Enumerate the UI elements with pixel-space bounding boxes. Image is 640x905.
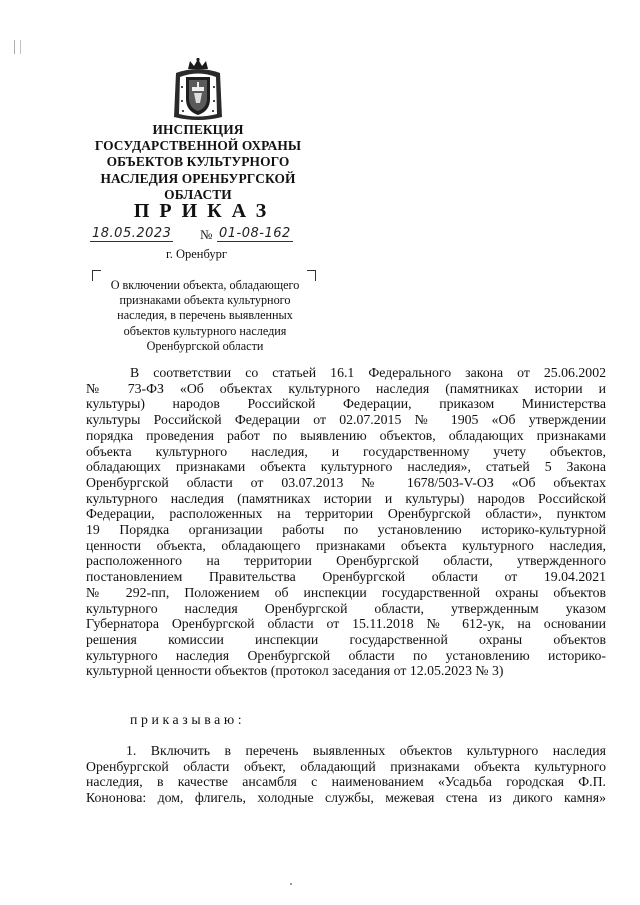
body-line: В соответствии со статьей 16.1 Федерального закона от 25.06.2002 [130, 365, 606, 380]
body-line: культуры Российской Федерации от 02.07.2015 № 1905 «Об утверждении [86, 412, 606, 428]
org-line-2: ГОСУДАРСТВЕННОЙ ОХРАНЫ [94, 138, 302, 154]
item-line: Кононова: дом, флигель, холодные службы, межевая стена из дикого камня» [86, 790, 606, 806]
body-line: № 292-пп, Положением об инспекции государственной охраны объектов [86, 584, 606, 600]
body-line: культуры) народов Российской Федерации, приказом Министерства [86, 396, 606, 412]
coat-of-arms-emblem [170, 57, 226, 125]
subject-line: наследия, в перечень выявленных [117, 308, 293, 323]
scan-speck [290, 883, 292, 885]
subject-block [92, 270, 316, 353]
body-line: культурной ценности объектов (протокол заседания от 12.05.2023 № 3) [86, 663, 504, 679]
body-line: порядка проведения работ по выявлению объектов, обладающих признаками [86, 427, 606, 443]
preamble-paragraph [86, 365, 606, 679]
order-word: приказываю: [130, 712, 246, 727]
body-line: № 73-ФЗ «Об объектах культурного наследия (памятниках истории и [86, 380, 606, 396]
org-line-4: НАСЛЕДИЯ ОРЕНБУРГСКОЙ [100, 170, 296, 186]
issuing-organization [80, 122, 316, 203]
subject-line: О включении объекта, обладающего [110, 278, 300, 292]
body-line: ценности объекта, обладающего признаками объекта культурного наследия, [86, 537, 606, 553]
handwritten-number: 01-08-162 [219, 226, 291, 241]
date-number-line [90, 226, 330, 248]
scan-margin-mark [14, 40, 21, 54]
subject-line: Оренбургской области [146, 338, 264, 353]
org-line-3: ОБЪЕКТОВ КУЛЬТУРНОГО [106, 154, 290, 170]
body-line: постановлением Правительства Оренбургской области от 19.04.2021 [86, 569, 606, 585]
item-line: Оренбургской области объект, обладающий признаками объекта культурного [86, 758, 606, 774]
body-line: 19 Порядка организации работы по установлению историко-культурной [86, 522, 606, 538]
body-line: решения комиссии инспекции государственной охраны объектов [86, 631, 606, 647]
subject-line: объектов культурного наследия [123, 323, 287, 338]
subject-line: признаками объекта культурного [119, 293, 291, 308]
item-line: 1. Включить в перечень выявленных объектов культурного наследия [126, 743, 606, 758]
handwritten-date: 18.05.2023 [92, 226, 172, 241]
city-label: г. Оренбург [166, 247, 227, 261]
body-line: обладающих признаками объекта культурного наследия», статьей 5 Закона [86, 459, 606, 475]
org-line-5: ОБЛАСТИ [164, 186, 232, 202]
body-line: Оренбургской области от 03.07.2013 № 1678/503-V-ОЗ «Об объектах [86, 474, 606, 490]
document-type-title: ПРИКАЗ [133, 200, 277, 222]
subject-text [98, 278, 312, 354]
body-line: Федерации, расположенных на территории Оренбургской области», пунктом [86, 506, 606, 522]
body-line: расположенного на территории Оренбургской области, утвержденного [86, 553, 606, 569]
body-line: объекта культурного наследия, и государственному учету объектов, [86, 443, 606, 459]
item-line: наследия, в качестве ансамбля с наименованием «Усадьба городская Ф.П. [86, 774, 606, 790]
order-item-1 [86, 743, 606, 806]
body-line: культурного наследия Оренбургской области, утвержденным указом [86, 600, 606, 616]
number-label: № [200, 227, 213, 242]
org-line-1: ИНСПЕКЦИЯ [152, 122, 244, 137]
body-line: Губернатора Оренбургской области от 15.11.2018 № 612-ук, на основании [86, 616, 606, 632]
body-line: культурного наследия Оренбургской области по установлению историко- [86, 647, 606, 663]
body-line: культурного наследия (памятниках истории и культуры) народов Российской [86, 490, 606, 506]
